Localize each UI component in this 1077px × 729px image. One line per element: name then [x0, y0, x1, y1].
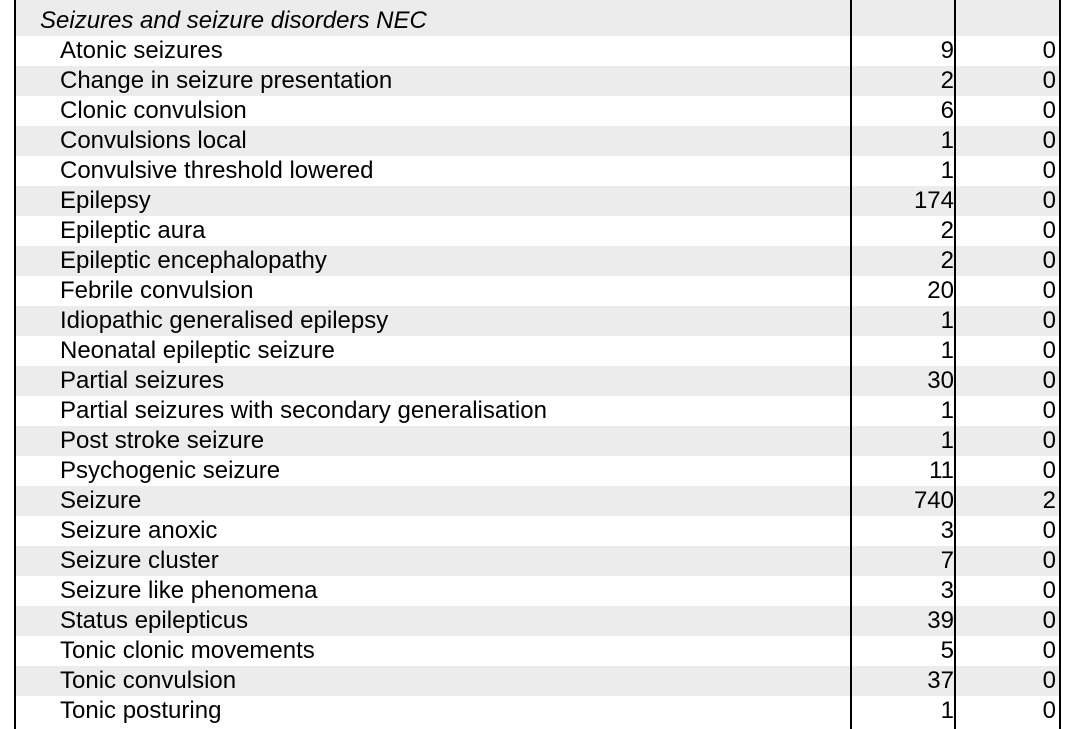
- count-b-cell: 0: [1042, 457, 1056, 484]
- term-label: Psychogenic seizure: [60, 457, 281, 484]
- table-row: [16, 516, 1060, 546]
- term-label: Status epilepticus: [60, 607, 249, 634]
- count-b-cell: 0: [1042, 187, 1056, 214]
- term-label: Convulsions local: [60, 127, 247, 154]
- count-b-cell: 0: [1042, 367, 1056, 394]
- count-b-cell: 0: [1042, 637, 1056, 664]
- count-a-cell: 6: [940, 97, 954, 124]
- term-label: Tonic clonic movements: [60, 637, 315, 664]
- count-b-cell: 0: [1042, 247, 1056, 274]
- term-label: Seizure like phenomena: [60, 577, 318, 604]
- count-b-cell: 2: [1042, 487, 1056, 514]
- count-a-cell: 30: [927, 367, 954, 394]
- count-a-cell: 1: [940, 397, 954, 424]
- table-row: [16, 96, 1060, 126]
- count-a-cell: 9: [940, 37, 954, 64]
- count-a-cell: 2: [940, 217, 954, 244]
- count-a-cell: 1: [940, 427, 954, 454]
- table-row: [16, 636, 1060, 666]
- table-row: [16, 396, 1060, 426]
- count-a-cell: 37: [927, 667, 954, 694]
- table-row: [16, 126, 1060, 156]
- count-b-cell: 0: [1042, 157, 1056, 184]
- table-row: [16, 426, 1060, 456]
- count-a-cell: 7: [940, 547, 954, 574]
- section-title: Seizures and seizure disorders NEC: [40, 7, 427, 34]
- count-b-cell: 0: [1042, 127, 1056, 154]
- count-a-cell: 39: [927, 607, 954, 634]
- table-row: [16, 576, 1060, 606]
- count-b-cell: 0: [1042, 607, 1056, 634]
- term-label: Tonic convulsion: [60, 667, 237, 694]
- count-b-cell: 0: [1042, 667, 1056, 694]
- count-a-cell: 2: [940, 247, 954, 274]
- count-a-cell: 20: [927, 277, 954, 304]
- table-row: [16, 606, 1060, 636]
- table-row: [16, 336, 1060, 366]
- term-label: Epileptic aura: [60, 217, 206, 244]
- count-a-cell: 5: [940, 637, 954, 664]
- count-a-cell: 1: [940, 127, 954, 154]
- count-b-cell: 0: [1042, 517, 1056, 544]
- table-row: [16, 156, 1060, 186]
- term-label: Epilepsy: [60, 187, 151, 214]
- count-b-cell: 0: [1042, 337, 1056, 364]
- count-b-cell: 0: [1042, 277, 1056, 304]
- count-b-cell: 0: [1042, 427, 1056, 454]
- count-b-cell: 0: [1042, 67, 1056, 94]
- term-label: Clonic convulsion: [60, 97, 247, 124]
- count-b-cell: 0: [1042, 397, 1056, 424]
- table-row: [16, 276, 1060, 306]
- term-label: Partial seizures with secondary generalisation: [60, 397, 547, 424]
- table-row: [16, 186, 1060, 216]
- count-b-cell: 0: [1042, 97, 1056, 124]
- term-label: Post stroke seizure: [60, 427, 265, 454]
- table-row: [16, 546, 1060, 576]
- count-a-cell: 3: [940, 517, 954, 544]
- table-row: [16, 486, 1060, 516]
- table-row: [16, 366, 1060, 396]
- count-a-cell: 740: [913, 487, 954, 514]
- term-label: Febrile convulsion: [60, 277, 254, 304]
- count-b-cell: 0: [1042, 697, 1056, 724]
- right-border: [1059, 0, 1061, 729]
- table-row: [16, 216, 1060, 246]
- table-row: [16, 66, 1060, 96]
- table-row: [16, 36, 1060, 66]
- count-b-cell: 0: [1042, 37, 1056, 64]
- count-a-cell: 2: [940, 67, 954, 94]
- count-b-cell: 0: [1042, 547, 1056, 574]
- count-b-cell: 0: [1042, 217, 1056, 244]
- term-label: Partial seizures: [60, 367, 225, 394]
- count-b-cell: 0: [1042, 307, 1056, 334]
- table-row: [16, 456, 1060, 486]
- term-label: Convulsive threshold lowered: [60, 157, 374, 184]
- term-label: Seizure cluster: [60, 547, 219, 574]
- table-row: [16, 306, 1060, 336]
- section-heading-row: [16, 6, 1060, 36]
- count-a-cell: 1: [940, 157, 954, 184]
- count-a-cell: 1: [940, 337, 954, 364]
- table-row: [16, 246, 1060, 276]
- count-a-cell: 11: [929, 457, 954, 484]
- term-label: Epileptic encephalopathy: [60, 247, 327, 274]
- term-label: Neonatal epileptic seizure: [60, 337, 335, 364]
- count-b-cell: 0: [1042, 577, 1056, 604]
- column-divider-2: [954, 0, 956, 729]
- term-label: Tonic posturing: [60, 697, 222, 724]
- table-row: [16, 696, 1060, 726]
- left-border: [14, 0, 16, 729]
- term-label: Seizure anoxic: [60, 517, 218, 544]
- term-label: Idiopathic generalised epilepsy: [60, 307, 389, 334]
- count-a-cell: 1: [940, 697, 954, 724]
- count-a-cell: 174: [913, 187, 954, 214]
- term-label: Atonic seizures: [60, 37, 223, 64]
- term-label: Change in seizure presentation: [60, 67, 393, 94]
- column-divider-1: [850, 0, 852, 729]
- count-a-cell: 3: [940, 577, 954, 604]
- term-label: Seizure: [60, 487, 142, 514]
- count-a-cell: 1: [940, 307, 954, 334]
- table-row: [16, 666, 1060, 696]
